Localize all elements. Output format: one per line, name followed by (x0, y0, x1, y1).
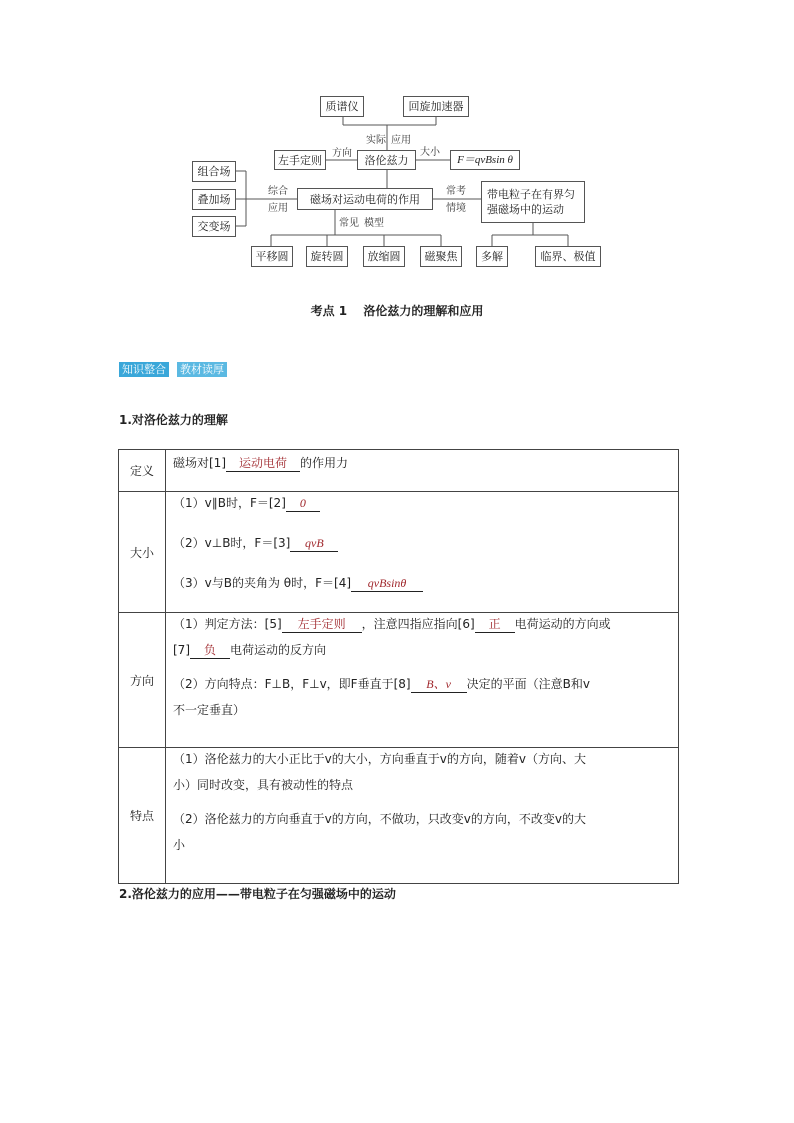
magnitude-line-1 (166, 494, 678, 512)
node-superposed-field: 叠加场 (192, 189, 236, 210)
row-head-feature: 特点 (119, 748, 166, 884)
text: 磁场对[1] (173, 456, 226, 470)
magnitude-line-2 (166, 534, 678, 552)
node-cyclotron: 回旋加速器 (403, 96, 469, 117)
node-combined-field: 组合场 (192, 161, 236, 182)
heading-application: 2.洛伦兹力的应用——带电粒子在匀强磁场中的运动 (119, 887, 396, 901)
label-common-1: 常考 (446, 186, 466, 197)
label-application: 应用 (391, 135, 411, 146)
text: 电荷运动的反方向 (230, 643, 327, 657)
row-head-definition: 定义 (119, 450, 166, 492)
node-translation-circle: 平移圆 (251, 246, 293, 267)
node-formula: F＝qvBsin θ (450, 150, 520, 170)
text: 电荷运动的方向或 (514, 617, 611, 631)
label-common-model-1: 常见 (339, 218, 359, 229)
node-scaling-circle: 放缩圆 (363, 246, 405, 267)
node-rotation-circle: 旋转圆 (306, 246, 348, 267)
node-left-hand-rule: 左手定则 (274, 150, 326, 170)
text: （2）v⊥B时，F＝[3] (173, 536, 291, 550)
node-critical-extreme: 临界、极值 (535, 246, 601, 267)
text: 决定的平面（注意B和v (466, 677, 590, 691)
row-body-magnitude (166, 492, 679, 613)
direction-line-3 (166, 675, 678, 693)
section-title (0, 302, 794, 319)
feature-line-2: 小）同时改变，具有被动性的特点 (173, 778, 354, 792)
text: （2）方向特点：F⊥B，F⊥v，即F垂直于[8] (173, 677, 411, 691)
direction-line-2 (166, 641, 678, 659)
answer-blank-5: 左手定则 (282, 617, 362, 633)
text: [7] (173, 643, 190, 657)
direction-line-4: 不一定垂直） (173, 703, 246, 717)
section-title-text: 洛伦兹力的理解和应用 (363, 304, 484, 318)
table-row-definition (119, 450, 679, 492)
table-row-magnitude (119, 492, 679, 613)
section-point: 考点 1 (310, 304, 348, 318)
label-practical: 实际 (366, 135, 386, 146)
node-multiple-solutions: 多解 (476, 246, 508, 267)
label-common-model-2: 模型 (364, 218, 384, 229)
badge-knowledge-integration: 知识整合 (119, 362, 169, 377)
node-bounded-field-motion: 带电粒子在有界匀强磁场中的运动 (481, 181, 585, 223)
answer-blank-3: qvB (290, 536, 338, 552)
label-direction: 方向 (332, 148, 352, 159)
feature-line-1: （1）洛伦兹力的大小正比于v的大小，方向垂直于v的方向，随着v（方向、大 (173, 752, 586, 766)
row-body-feature (166, 748, 679, 884)
text: （1）v∥B时，F＝[2] (173, 496, 286, 510)
node-magnetic-focus: 磁聚焦 (420, 246, 462, 267)
direction-line-1 (166, 615, 678, 633)
answer-blank-8: B、v (411, 677, 467, 693)
label-comprehensive-2: 应用 (268, 203, 288, 214)
text: （1）判定方法：[5] (173, 617, 282, 631)
heading-understanding: 1.对洛伦兹力的理解 (119, 413, 228, 427)
node-lorentz-force: 洛伦兹力 (357, 150, 416, 170)
node-mass-spectrometer: 质谱仪 (320, 96, 364, 117)
row-head-magnitude: 大小 (119, 492, 166, 613)
badge-textbook-reading: 教材读厚 (177, 362, 227, 377)
answer-blank-4: qvBsinθ (351, 576, 423, 592)
label-comprehensive-1: 综合 (268, 186, 288, 197)
row-head-direction: 方向 (119, 613, 166, 748)
magnitude-line-3 (166, 574, 678, 592)
definition-line (166, 454, 678, 472)
text: （3）v与B的夹角为 θ时，F＝[4] (173, 576, 352, 590)
text: 的作用力 (300, 456, 349, 470)
text: ，注意四指应指向[6] (361, 617, 475, 631)
lorentz-force-table (118, 449, 679, 884)
answer-blank-6: 正 (475, 617, 515, 633)
row-body-direction (166, 613, 679, 748)
label-magnitude: 大小 (420, 147, 440, 158)
table-row-direction (119, 613, 679, 748)
feature-line-4: 小 (173, 838, 186, 852)
label-common-2: 情境 (446, 203, 466, 214)
table-row-feature (119, 748, 679, 884)
node-alternating-field: 交变场 (192, 216, 236, 237)
answer-blank-1: 运动电荷 (226, 456, 300, 472)
node-center-topic: 磁场对运动电荷的作用 (297, 188, 433, 210)
row-body-definition (166, 450, 679, 492)
feature-line-3: （2）洛伦兹力的方向垂直于v的方向，不做功，只改变v的方向，不改变v的大 (173, 812, 586, 826)
answer-blank-2: 0 (286, 496, 320, 512)
answer-blank-7: 负 (190, 643, 230, 659)
